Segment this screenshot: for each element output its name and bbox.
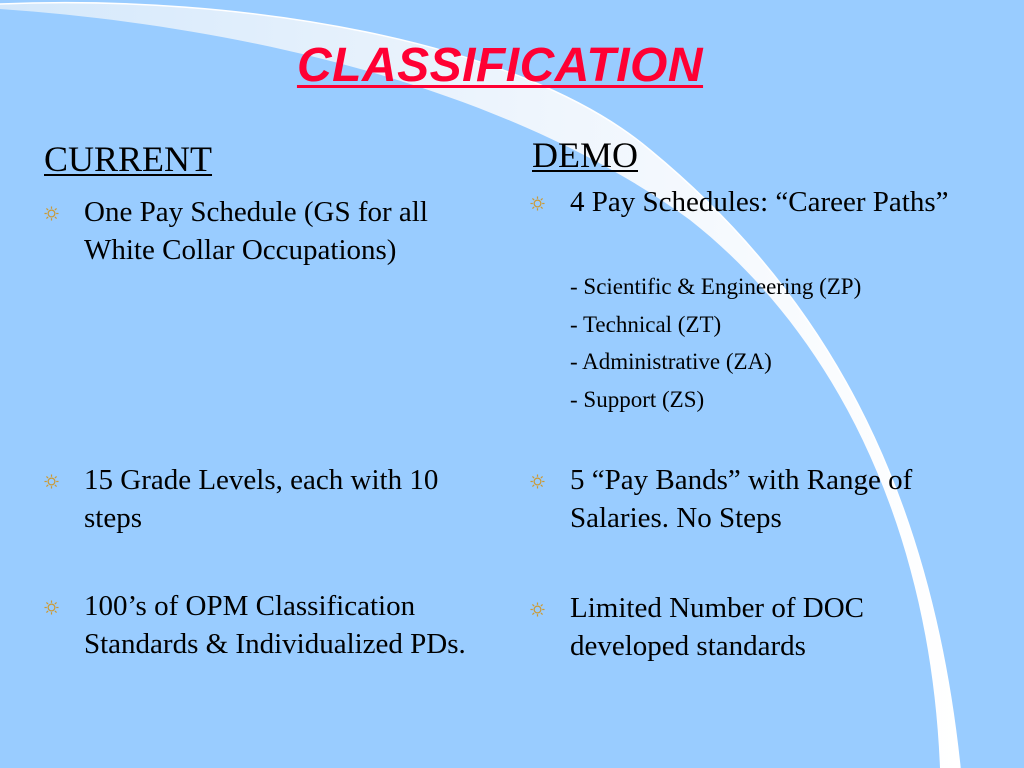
bullet-text: 100’s of OPM Classification Standards & Individualized PDs. [84,590,466,660]
career-path-zs: - Support (ZS) [570,387,705,412]
current-bullet-pay-schedule [84,193,504,269]
current-bullet-grade-levels [84,461,484,537]
demo-heading: DEMO [532,135,638,175]
current-heading: CURRENT [44,139,213,179]
sun-bullet-icon [530,602,545,617]
sun-bullet-icon [44,600,59,615]
sun-bullet-icon [530,196,545,211]
bullet-text: One Pay Schedule (GS for all White Collar Occupations) [84,196,428,266]
slide-title: CLASSIFICATION [296,39,704,92]
sun-bullet-icon [44,474,59,489]
bullet-text: 4 Pay Schedules: “Career Paths” [570,186,949,218]
current-bullet-standards [84,587,504,663]
bullet-text: Limited Number of DOC developed standards [570,592,864,662]
bullet-text: 15 Grade Levels, each with 10 steps [84,464,439,534]
career-path-zt: - Technical (ZT) [570,312,722,337]
demo-bullet-doc-standards [570,589,970,665]
career-path-za: - Administrative (ZA) [570,349,772,374]
demo-bullet-pay-schedules [570,183,970,221]
sun-bullet-icon [44,206,59,221]
bullet-text: 5 “Pay Bands” with Range of Salaries. No Steps [570,464,913,534]
career-path-zp: - Scientific & Engineering (ZP) [570,274,862,299]
demo-bullet-pay-bands [570,461,970,537]
sun-bullet-icon [530,474,545,489]
